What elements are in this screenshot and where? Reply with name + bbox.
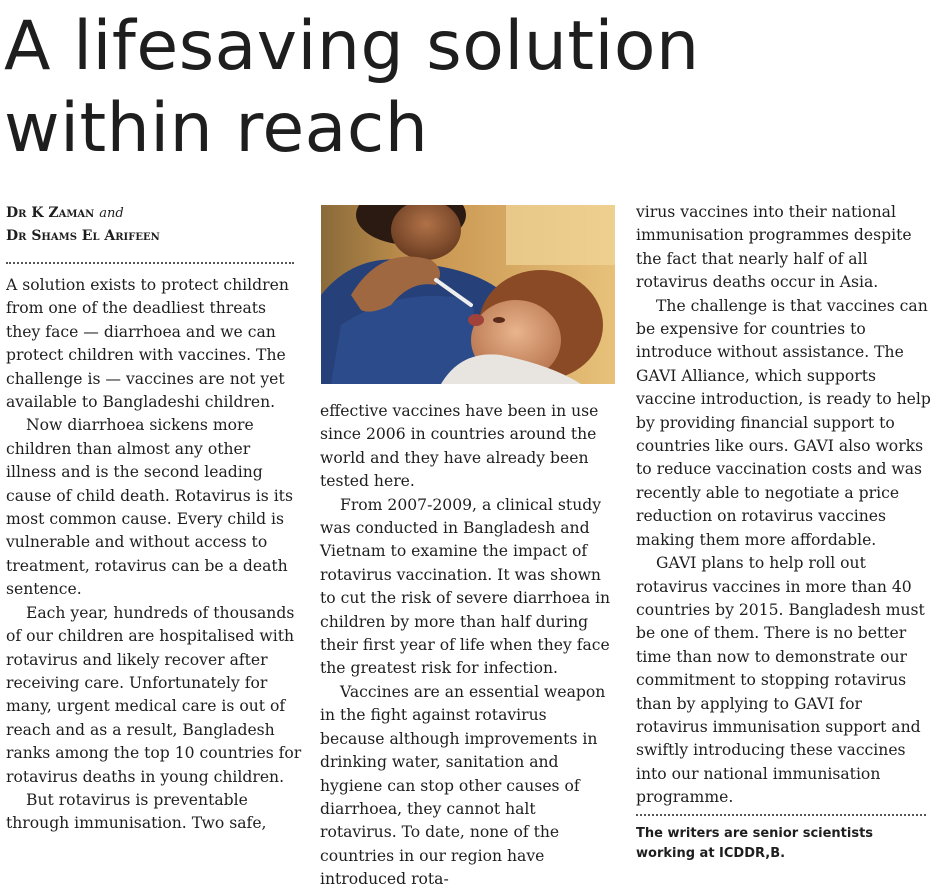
byline-and: and: [99, 206, 124, 221]
paragraph: From 2007-2009, a clinical study was conducted in Bangladesh and Vietnam to examine the impact of rotavirus vaccination. It was shown to cut the risk of severe diarrhoea in children by more than half during their first year of life when they face the greatest risk for infection.: [320, 495, 611, 678]
paragraph: A solution exists to protect children from one of the deadliest threats they face — diarrhoea and we can protect children with vaccines. The challenge is — vaccines are not yet available to Bangladeshi children.: [6, 276, 289, 412]
byline: [6, 202, 296, 247]
footer-divider: [636, 814, 926, 816]
paragraph: But rotavirus is preventable through immunisation. Two safe,: [6, 790, 267, 833]
article-column-1: [6, 274, 302, 836]
paragraph: Now diarrhoea sickens more children than almost any other illness and is the second leading cause of child death. Rotavirus is its most common cause. Every child is vulnerable and without access to treatment, rotavirus can be a death sentence.: [6, 416, 293, 599]
paragraph: Each year, hundreds of thousands of our children are hospitalised with rotavirus and likely recover after receiving care. Unfortunately for many, urgent medical care is out of reach and as a result, Bangladesh ranks among the top 10 countries for rotavirus deaths in young children.: [6, 603, 302, 786]
article-column-2: [320, 400, 616, 892]
byline-author-2: Dr Shams El Arifeen: [6, 228, 160, 244]
paragraph: The challenge is that vaccines can be expensive for countries to introduce without assistance. The GAVI Alliance, which supports vaccine introduction, is ready to help by providing financial support to countries like ours. GAVI also works to reduce vaccination costs and was recently able to negotiate a price reduction on rotavirus vaccines making them more affordable.: [636, 296, 931, 549]
headline-line-1: A lifesaving solution: [4, 7, 700, 86]
headline: [4, 6, 924, 170]
headline-line-2: within reach: [4, 89, 429, 168]
byline-divider: [6, 262, 294, 264]
author-note: The writers are senior scientists working at ICDDR,B.: [636, 826, 874, 861]
byline-author-1: Dr K Zaman: [6, 205, 95, 221]
paragraph: Vaccines are an essential weapon in the fight against rotavirus because although improvements in drinking water, sanitation and hygiene can stop other causes of diarrhoea, they cannot halt rotavirus. To date, none of the countries in our region have introduced rota-: [320, 682, 606, 889]
paragraph: GAVI plans to help roll out rotavirus vaccines in more than 40 countries by 2015. Bangladesh must be one of them. There is no better time than now to demonstrate our commitment to stopping rotavirus than by applying to GAVI for rotavirus immunisation support and swiftly introducing these vaccines into our national immunisation programme.: [636, 554, 925, 807]
vaccination-photo-illustration: [321, 205, 615, 384]
article-column-3: [636, 201, 932, 810]
paragraph: virus vaccines into their national immunisation programmes despite the fact that nearly half of all rotavirus deaths occur in Asia.: [636, 203, 912, 292]
article-photo: [321, 205, 615, 384]
paragraph: effective vaccines have been in use since 2006 in countries around the world and they have already been tested here.: [320, 402, 599, 491]
